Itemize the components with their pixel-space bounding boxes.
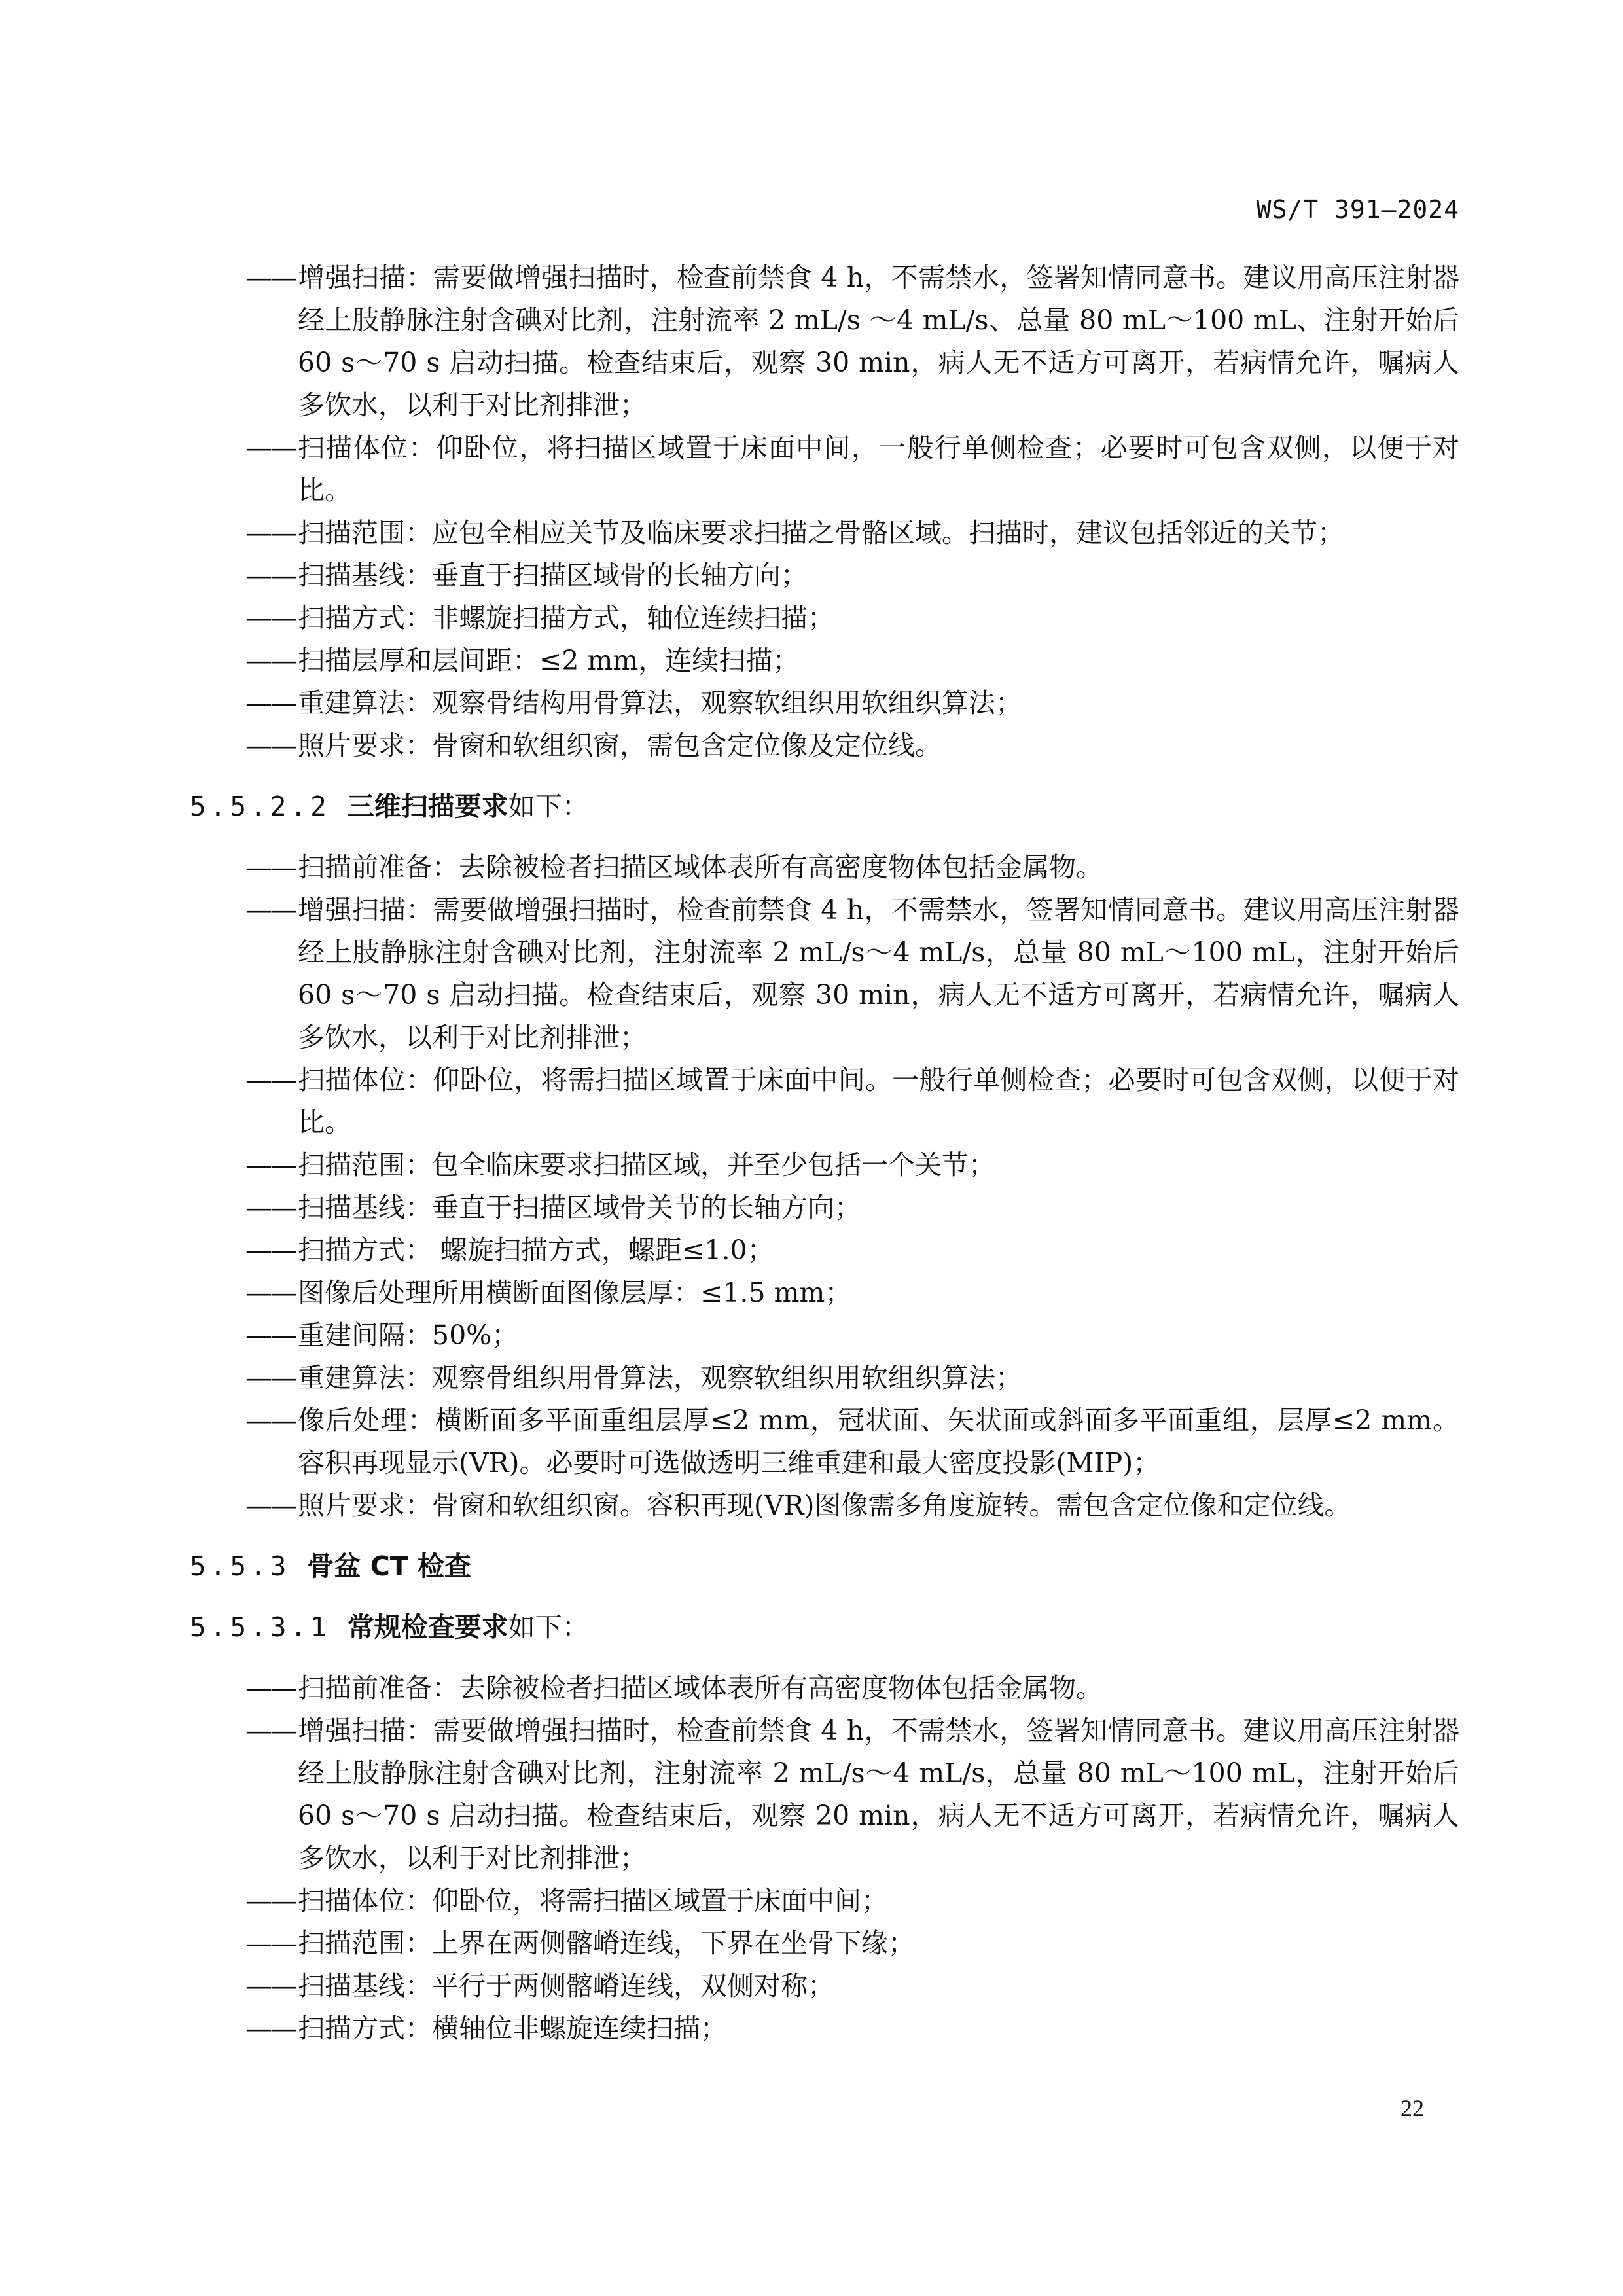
list-block-1 [190,257,1459,767]
dash-marker: —— [245,1064,295,1096]
dash-marker: —— [245,1319,295,1351]
section-number: 5.5.3.1 [190,1611,330,1643]
list-item: —— 扫描体位：仰卧位，将需扫描区域置于床面中间。一般行单侧检查；必要时可包含双侧，以便于对比。 [190,1059,1459,1144]
list-item: —— 增强扫描：需要做增强扫描时，检查前禁食 4 h，不需禁水，签署知情同意书。建议用高压注射器经上肢静脉注射含碘对比剂，注射流率 2 mL/s～4 mL/s，总量 80 mL～100 mL，注射开始后 60 s～70 s 启动扫描。检查结束后，观察 20 min，病人无不适方可离开，若病情允许，嘱病人多饮水，以利于对比剂排泄； [190,1710,1459,1880]
list-item: —— 扫描体位：仰卧位，将需扫描区域置于床面中间； [190,1880,1459,1922]
dash-marker: —— [245,645,295,676]
dash-marker: —— [245,1362,295,1393]
section-heading-5-5-2-2 [190,785,1459,828]
list-item: —— 重建间隔：50%； [190,1314,1459,1357]
dash-marker: —— [245,262,295,293]
section-title: 常规检查要求 [347,1611,508,1643]
list-item: —— 重建算法：观察骨组织用骨算法，观察软组织用软组织算法； [190,1357,1459,1399]
dash-marker: —— [245,1192,295,1223]
list-item: —— 像后处理：横断面多平面重组层厚≤2 mm，冠状面、矢状面或斜面多平面重组，层厚≤2 mm。容积再现显示(VR)。必要时可选做透明三维重建和最大密度投影(MIP)； [190,1399,1459,1484]
list-item: —— 图像后处理所用横断面图像层厚：≤1.5 mm； [190,1272,1459,1314]
list-item: —— 扫描前准备：去除被检者扫描区域体表所有高密度物体包括金属物。 [190,846,1459,889]
list-item: —— 重建算法：观察骨结构用骨算法，观察软组织用软组织算法； [190,682,1459,725]
section-heading-5-5-3-1 [190,1606,1459,1649]
dash-marker: —— [245,1715,295,1746]
list-item: —— 扫描范围：应包全相应关节及临床要求扫描之骨骼区域。扫描时，建议包括邻近的关节； [190,512,1459,554]
list-item: —— 增强扫描：需要做增强扫描时，检查前禁食 4 h，不需禁水，签署知情同意书。建议用高压注射器经上肢静脉注射含碘对比剂，注射流率 2 mL/s ～4 mL/s、总量 80 mL～100 mL、注射开始后 60 s～70 s 启动扫描。检查结束后，观察 30 min，病人无不适方可离开，若病情允许，嘱病人多饮水，以利于对比剂排泄； [190,257,1459,427]
dash-marker: —— [245,1405,295,1436]
list-item: —— 扫描体位：仰卧位，将扫描区域置于床面中间，一般行单侧检查；必要时可包含双侧，以便于对比。 [190,427,1459,512]
page-number: 22 [1400,2095,1424,2121]
section-suffix: 如下： [508,1611,589,1643]
section-title: 三维扫描要求 [347,791,508,822]
list-item: —— 扫描基线：垂直于扫描区域骨的长轴方向； [190,554,1459,597]
section-number: 5.5.3 [190,1551,291,1582]
section-number: 5.5.2.2 [190,791,330,822]
list-item: —— 照片要求：骨窗和软组织窗。容积再现(VR)图像需多角度旋转。需包含定位像和定位线。 [190,1484,1459,1527]
list-item: —— 扫描方式：横轴位非螺旋连续扫描； [190,2007,1459,2050]
dash-marker: —— [245,560,295,591]
list-item: —— 扫描方式： 螺旋扫描方式，螺距≤1.0； [190,1229,1459,1272]
section-title: 骨盆 CT 检查 [307,1551,472,1582]
list-item: —— 增强扫描：需要做增强扫描时，检查前禁食 4 h，不需禁水，签署知情同意书。建议用高压注射器经上肢静脉注射含碘对比剂，注射流率 2 mL/s～4 mL/s，总量 80 mL～100 mL，注射开始后 60 s～70 s 启动扫描。检查结束后，观察 30 min，病人无不适方可离开，若病情允许，嘱病人多饮水，以利于对比剂排泄； [190,889,1459,1059]
dash-marker: —— [245,2013,295,2044]
list-item: —— 照片要求：骨窗和软组织窗，需包含定位像及定位线。 [190,725,1459,767]
dash-marker: —— [245,1490,295,1521]
list-item: —— 扫描前准备：去除被检者扫描区域体表所有高密度物体包括金属物。 [190,1667,1459,1710]
list-item: —— 扫描基线：垂直于扫描区域骨关节的长轴方向； [190,1187,1459,1229]
list-item: —— 扫描方式：非螺旋扫描方式，轴位连续扫描； [190,597,1459,639]
dash-marker: —— [245,1234,295,1266]
section-heading-5-5-3 [190,1545,1459,1588]
dash-marker: —— [245,894,295,925]
dash-marker: —— [245,517,295,548]
list-item: —— 扫描基线：平行于两侧髂嵴连线，双侧对称； [190,1965,1459,2007]
dash-marker: —— [245,1928,295,1959]
dash-marker: —— [245,1149,295,1181]
dash-marker: —— [245,1885,295,1916]
page-content [190,257,1459,2050]
dash-marker: —— [245,730,295,761]
list-item: —— 扫描范围：上界在两侧髂嵴连线，下界在坐骨下缘； [190,1922,1459,1965]
list-item: —— 扫描层厚和层间距：≤2 mm，连续扫描； [190,639,1459,682]
list-block-3 [190,1667,1459,2050]
dash-marker: —— [245,1277,295,1308]
dash-marker: —— [245,1970,295,2001]
dash-marker: —— [245,852,295,883]
list-block-2 [190,846,1459,1527]
standard-code: WS/T 391—2024 [1256,195,1459,224]
dash-marker: —— [245,432,295,463]
section-suffix: 如下： [508,791,589,822]
dash-marker: —— [245,1672,295,1704]
dash-marker: —— [245,602,295,634]
list-item: —— 扫描范围：包全临床要求扫描区域，并至少包括一个关节； [190,1144,1459,1187]
dash-marker: —— [245,687,295,719]
